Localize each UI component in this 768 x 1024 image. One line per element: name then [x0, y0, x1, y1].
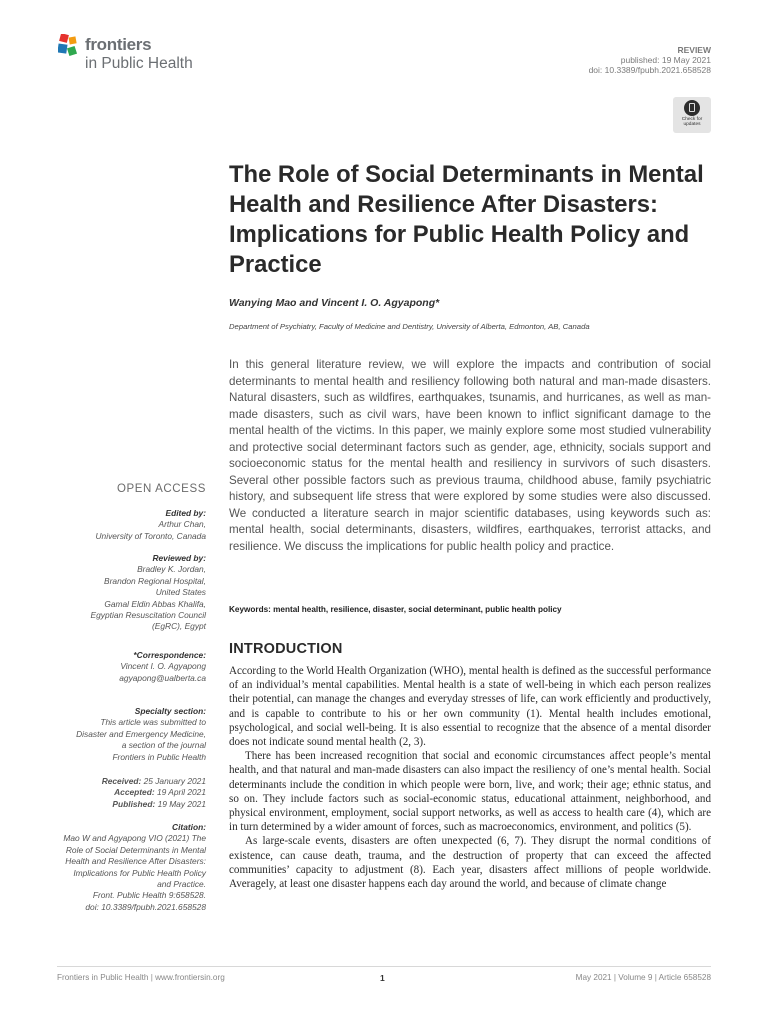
citation-line: and Practice. — [157, 879, 206, 890]
citation-line: Health and Resilience After Disasters: — [65, 856, 206, 867]
citation-label: Citation: — [172, 822, 206, 832]
journal-logo[interactable] — [58, 34, 228, 78]
edited-by-label: Edited by: — [165, 508, 206, 518]
editor-line: University of Toronto, Canada — [95, 530, 206, 541]
accepted-label: Accepted: — [114, 787, 155, 798]
abstract: In this general literature review, we will explore the impacts and contribution of social determinants to mental health and resiliency following both natural and man-made disasters. Natural disasters, such as wildfires, earthquakes, tsunamis, and hurricanes, as well as man-made disasters, such as civil wars, have been known to inflict significant damage to the mental health of the victims. In this paper, we mainly explore some most studied vulnerability and protective social determinant factors such as gender, age, ethnicity, socials support and socioeconomic status for the mental health and resiliency in survivors of such disasters. Several other possible factors such as previous trauma, childhood abuse, family psychiatric history, and subsequent life stress that were explored by some studies were also discussed. We conducted a literature search in major scientific databases, using keywords such as: mental health, social determinants, disasters, wildfires, earthquakes, terrorist attacks, and resilience. We discuss the implications for public health policy and practice. — [229, 358, 711, 553]
citation-line: Role of Social Determinants in Mental — [65, 844, 206, 855]
editor-line: Arthur Chan, — [158, 519, 206, 530]
paragraph: There has been increased recognition that social and economic circumstances affect people’s mental health, and that natural and man-made disasters can also impact the resiliency of one’s mental health. Social determinants include the condition in which people were born, live, and work; their age; ethnic status, and so on. They include factors such as social-economic status, educational attainment, neighborhood, and physical environment, employment, social support networks, as well as access to health care (4), which are in turn determined by a wider amount of forces, such as macroeconomics, environment, and politics (5). — [229, 750, 711, 834]
footer-journal[interactable]: Frontiers in Public Health | www.frontiersin.org — [57, 973, 225, 982]
journal-name: frontiers — [85, 35, 152, 54]
published-label: Published: — [112, 798, 156, 809]
affiliation: Department of Psychiatry, Faculty of Medicine and Dentistry, University of Alberta, Edmonton, AB, Canada — [229, 322, 590, 331]
keywords-label: Keywords: — [229, 605, 271, 614]
reviewer-line: United States — [155, 587, 206, 598]
journal-subname: in Public Health — [85, 55, 193, 72]
reviewer-line: Bradley K. Jordan, — [137, 564, 206, 575]
frontiers-logo-icon — [58, 34, 82, 60]
bookmark-icon — [684, 100, 700, 116]
specialty-line: This article was submitted to — [100, 717, 206, 728]
received-label: Received: — [101, 776, 142, 786]
article-type: REVIEW — [677, 45, 711, 55]
reviewer-line: Egyptian Resuscitation Council — [90, 610, 206, 621]
citation-line: Mao W and Agyapong VIO (2021) The — [63, 833, 206, 844]
dates-block — [46, 776, 206, 810]
article-title: The Role of Social Determinants in Mental Health and Resilience After Disasters: Implications for Public Health Policy and Practice — [229, 161, 704, 278]
accepted-date: 19 April 2021 — [156, 787, 206, 798]
keywords-list: mental health, resilience, disaster, social determinant, public health policy — [273, 605, 562, 614]
footer-divider — [57, 966, 711, 967]
correspondence-block — [46, 650, 206, 684]
citation-line: Implications for Public Health Policy — [73, 867, 206, 878]
published-date: published: 19 May 2021 — [620, 55, 711, 65]
specialty-line: Disaster and Emergency Medicine, — [76, 728, 206, 739]
correspondent-name: Vincent I. O. Agyapong — [120, 661, 206, 672]
reviewed-by-block — [46, 553, 206, 633]
specialty-line: a section of the journal — [121, 740, 206, 751]
correspondent-email[interactable]: agyapong@ualberta.ca — [119, 672, 206, 683]
doi[interactable]: doi: 10.3389/fpubh.2021.658528 — [588, 65, 711, 75]
updates-line-1: Check for — [681, 117, 703, 122]
edited-by-block — [46, 508, 206, 542]
reviewer-line: Gamal Eldin Abbas Khalifa, — [104, 598, 206, 609]
correspondence-label: *Correspondence: — [133, 650, 206, 660]
specialty-label: Specialty section: — [134, 706, 206, 716]
citation-block — [46, 822, 206, 913]
reviewer-line: Brandon Regional Hospital, — [104, 575, 206, 586]
article-meta — [589, 45, 711, 75]
footer-issue: May 2021 | Volume 9 | Article 658528 — [575, 973, 711, 982]
citation-line: Front. Public Health 9:658528. — [92, 890, 206, 901]
specialty-line: Frontiers in Public Health — [112, 751, 206, 762]
reviewed-by-label: Reviewed by: — [152, 553, 206, 563]
check-for-updates-badge[interactable] — [673, 97, 711, 133]
section-heading: INTRODUCTION — [229, 641, 343, 657]
paragraph: According to the World Health Organization (WHO), mental health is defined as the successful performance of an individual’s mental capabilities. Mental health is a state of well-being in which each person realizes their potential, can manage the changes and everyday stresses of life, can work efficiently and productively, and is capable to contribute to his or her own community (1). Mental health includes emotional, psychological, and social well-being. It is also essential to recognize that the absence of a mental disorder does not indicate sound mental health (2, 3). — [229, 665, 711, 749]
body-text — [229, 664, 711, 891]
published-date-side: 19 May 2021 — [157, 798, 206, 809]
paragraph: As large-scale events, disasters are often unexpected (6, 7). They disrupt the normal conditions of existence, can cause death, trauma, and the destruction of property that can exceed the affected communities’ capacity to adjustment (8). Each year, disasters affect millions of people worldwide. Averagely, at least one disaster happens each day around the world, and because of climate change — [229, 835, 711, 891]
authors: Wanying Mao and Vincent I. O. Agyapong* — [229, 297, 440, 309]
page-number: 1 — [380, 973, 385, 983]
specialty-block — [46, 706, 206, 763]
received-date: 25 January 2021 — [143, 776, 206, 786]
open-access-label: OPEN ACCESS — [116, 483, 206, 495]
citation-doi[interactable]: doi: 10.3389/fpubh.2021.658528 — [85, 901, 206, 912]
updates-line-2: updates — [683, 122, 701, 128]
reviewer-line: (EgRC), Egypt — [152, 621, 206, 632]
keywords — [229, 605, 562, 614]
